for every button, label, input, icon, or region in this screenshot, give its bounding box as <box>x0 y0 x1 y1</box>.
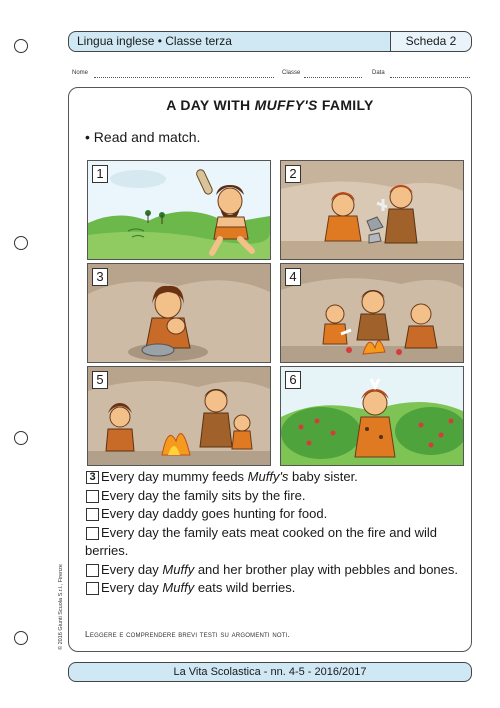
mummy-feeding-illustration <box>88 264 270 362</box>
title-prefix: A DAY WITH <box>166 97 255 113</box>
answer-box[interactable] <box>86 564 99 577</box>
sentence-text-end: and her brother play with pebbles and bones. <box>194 561 459 577</box>
learning-goal: Leggere e comprendere brevi testi su argomenti noti. <box>85 629 291 639</box>
binder-hole <box>14 39 28 53</box>
answer-box[interactable]: 3 <box>86 471 99 484</box>
worksheet-frame <box>68 87 472 652</box>
sentence-text: Every day the family sits by the fire. <box>101 487 306 503</box>
answer-box[interactable] <box>86 582 99 595</box>
sentence-list <box>85 468 465 598</box>
footer-bar: La Vita Scolastica - nn. 4-5 - 2016/2017 <box>68 662 472 682</box>
sentence-text: Every day mummy feeds <box>101 469 248 484</box>
title-suffix: FAMILY <box>317 97 374 113</box>
panel-number: 2 <box>285 165 301 183</box>
sentence-item <box>85 468 465 487</box>
instruction: • Read and match. <box>85 129 201 145</box>
worksheet-title <box>69 97 471 113</box>
panel-number: 4 <box>285 268 301 286</box>
header-bar <box>68 31 472 52</box>
sentence-item <box>85 505 465 524</box>
binder-hole <box>14 236 28 250</box>
picture-panel-5 <box>87 366 271 466</box>
family-eating-illustration <box>281 264 463 362</box>
subject-label: Lingua inglese • Classe terza <box>77 34 232 48</box>
pebbles-illustration <box>281 161 463 259</box>
sentence-item <box>85 487 465 506</box>
picture-panel-1 <box>87 160 271 260</box>
picture-panel-2 <box>280 160 464 260</box>
binder-hole <box>14 631 28 645</box>
name-field[interactable] <box>94 77 274 78</box>
sentence-text-end: eats wild berries. <box>194 580 296 595</box>
sentence-item <box>85 579 465 598</box>
panel-number: 5 <box>92 371 108 389</box>
sentence-text: Every day <box>101 561 163 577</box>
panel-number: 6 <box>285 371 301 389</box>
muffy-berries-illustration <box>281 367 463 465</box>
name-label: Nome <box>72 70 89 76</box>
sentence-item <box>85 524 465 561</box>
copyright-note: © 2016 Giunti Scuola S.r.l., Firenze <box>58 564 64 650</box>
hunting-illustration <box>88 161 270 259</box>
answer-box[interactable] <box>86 508 99 521</box>
panel-number: 1 <box>92 165 108 183</box>
sentence-text: Every day daddy goes hunting for food. <box>101 506 328 521</box>
binder-hole <box>14 431 28 445</box>
sheet-label: Scheda 2 <box>390 32 471 51</box>
sentence-emphasis: Muffy's <box>247 469 289 484</box>
picture-panel-4 <box>280 263 464 363</box>
class-label: Classe <box>282 70 301 76</box>
sentence-text: Every day <box>101 580 163 595</box>
class-field[interactable] <box>304 77 362 78</box>
answer-box[interactable] <box>86 490 99 503</box>
picture-panel-3 <box>87 263 271 363</box>
answer-box[interactable] <box>86 527 99 540</box>
sentence-emphasis: Muffy <box>162 580 195 595</box>
date-label: Data <box>372 70 385 76</box>
sentence-text-end: baby sister. <box>288 469 358 484</box>
family-by-fire-illustration <box>88 367 270 465</box>
panel-number: 3 <box>92 268 108 286</box>
sentence-item <box>85 561 465 580</box>
picture-panel-6 <box>280 366 464 466</box>
date-field[interactable] <box>390 77 470 78</box>
title-name: MUFFY'S <box>254 97 318 113</box>
sentence-text: Every day the family eats meat cooked on the fire and wild berries. <box>85 524 438 558</box>
sentence-emphasis: Muffy <box>162 561 195 577</box>
